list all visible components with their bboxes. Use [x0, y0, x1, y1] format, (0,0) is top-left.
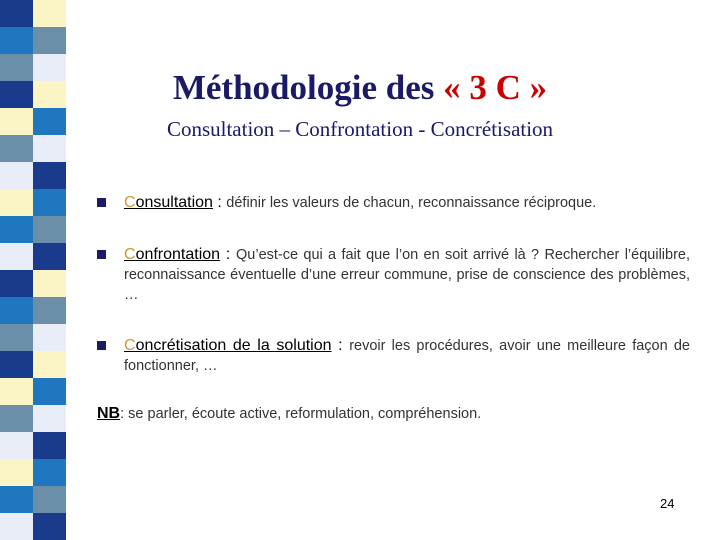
stripe-block — [0, 459, 33, 486]
stripe-block — [0, 432, 33, 459]
bullet-text: Concrétisation de la solution : revoir les procédures, avoir une meilleure façon de fonctionner, … — [124, 337, 690, 374]
stripe-block — [0, 243, 33, 270]
nb-text: se parler, écoute active, reformulation, compréhension. — [128, 406, 482, 422]
stripe-block — [33, 486, 66, 513]
stripe-block — [0, 216, 33, 243]
bullet-text: Confrontation : Qu’est-ce qui a fait que l’on en soit arrivé là ? Rechercher l’équilibre, reconnaissance éventuelle d’une erreur commune, prise de conscience des problèmes, … — [124, 246, 690, 303]
stripe-block — [33, 297, 66, 324]
stripe-block — [33, 378, 66, 405]
stripe-block — [33, 513, 66, 540]
stripe-block — [0, 162, 33, 189]
stripe-block — [33, 270, 66, 297]
stripe-block — [33, 0, 66, 27]
stripe-block — [0, 0, 33, 27]
stripe-block — [0, 135, 33, 162]
bullet-description: revoir les procédures, avoir une meilleure façon de fonctionner, … — [124, 338, 690, 374]
bullet-marker-icon — [97, 341, 106, 350]
stripe-block — [33, 135, 66, 162]
stripe-block — [33, 405, 66, 432]
stripe-block — [33, 27, 66, 54]
stripe-block — [0, 378, 33, 405]
nb-label: NB — [97, 405, 121, 422]
bullet-term: Consultation — [124, 194, 213, 211]
stripe-block — [33, 243, 66, 270]
stripe-block — [0, 324, 33, 351]
page-number: 24 — [660, 496, 675, 511]
stripe-block — [33, 108, 66, 135]
stripe-block — [33, 189, 66, 216]
stripe-block — [0, 513, 33, 540]
slide-subtitle: Consultation – Confrontation - Concrétisation — [166, 117, 554, 141]
stripe-block — [33, 459, 66, 486]
stripe-block — [0, 54, 33, 81]
bullet-description: Qu’est-ce qui a fait que l’on en soit arrivé là ? Rechercher l’équilibre, reconnaissance éventuelle d’une erreur commune, prise de conscience des problèmes, … — [124, 247, 690, 303]
bullet-text: Consultation : définir les valeurs de chacun, reconnaissance réciproque. — [124, 194, 597, 211]
stripe-block — [0, 27, 33, 54]
stripe-block — [0, 189, 33, 216]
stripe-block — [33, 54, 66, 81]
stripe-block — [33, 81, 66, 108]
bullet-term: Concrétisation de la solution — [124, 337, 332, 354]
stripe-block — [0, 270, 33, 297]
stripe-block — [0, 486, 33, 513]
bullet-marker-icon — [97, 250, 106, 259]
bullet-marker-icon — [97, 198, 106, 207]
stripe-block — [0, 405, 33, 432]
stripe-block — [33, 351, 66, 378]
stripe-block — [0, 351, 33, 378]
slide-title — [100, 68, 620, 108]
title-accent: « 3 C » — [443, 68, 548, 107]
stripe-block — [33, 162, 66, 189]
stripe-block — [0, 297, 33, 324]
stripe-block — [0, 108, 33, 135]
stripe-block — [33, 324, 66, 351]
decorative-stripe — [0, 0, 66, 540]
title-prefix: Méthodologie des — [172, 68, 444, 107]
stripe-block — [33, 432, 66, 459]
bullet-term: Confrontation — [124, 246, 221, 263]
nb-note: NB: se parler, écoute active, reformulation, compréhension. — [97, 405, 482, 422]
stripe-block — [33, 216, 66, 243]
stripe-block — [0, 81, 33, 108]
bullet-description: définir les valeurs de chacun, reconnaissance réciproque. — [226, 195, 597, 211]
